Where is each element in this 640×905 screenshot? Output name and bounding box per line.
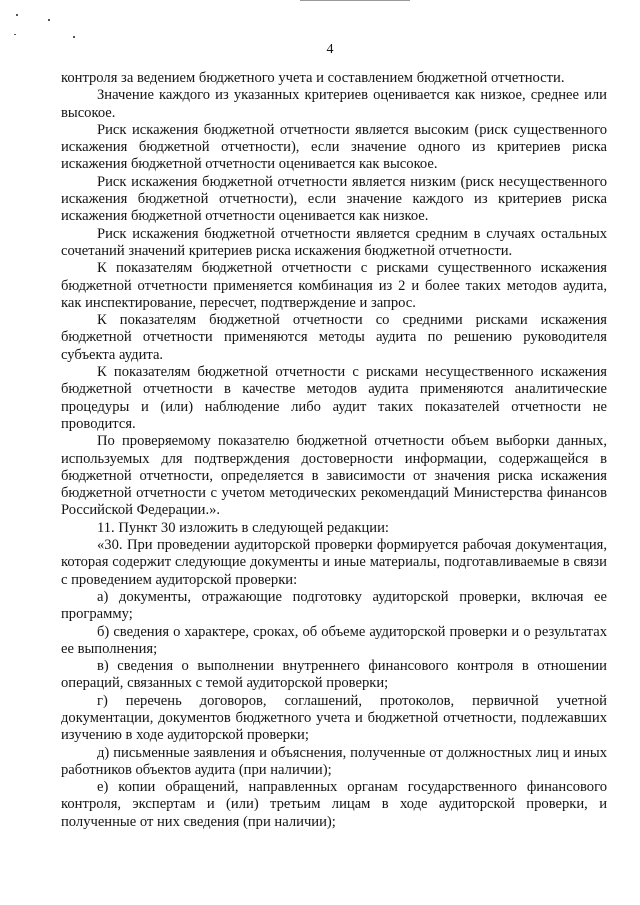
paragraph: К показателям бюджетной отчетности с рисками существенного искажения бюджетной отчетности применяется комбинация из 2 и более таких методов аудита, как инспектирование, пересчет, подтверждение и запрос. xyxy=(61,260,607,311)
paragraph: Значение каждого из указанных критериев оценивается как низкое, среднее или высокое. xyxy=(61,87,607,121)
scan-speck xyxy=(14,34,16,35)
list-item: е) копии обращений, направленных органам государственного финансового контроля, экспертам и (или) третьим лицам в ходе аудиторской проверки, и полученные от них сведения (при наличии); xyxy=(61,779,607,830)
list-item: г) перечень договоров, соглашений, протоколов, первичной учетной документации, документов бюджетного учета и бюджетной отчетности, подлежавших изучению в ходе аудиторской проверки; xyxy=(61,692,607,744)
document-body xyxy=(61,70,607,831)
scan-speck xyxy=(73,36,75,38)
paragraph: контроля за ведением бюджетного учета и составлением бюджетной отчетности. xyxy=(61,70,565,86)
paragraph: 11. Пункт 30 изложить в следующей редакции: xyxy=(97,519,389,536)
scan-edge-line xyxy=(300,0,410,1)
paragraph: К показателям бюджетной отчетности со средними рисками искажения бюджетной отчетности применяются методы аудита по решению руководителя субъекта аудита. xyxy=(61,312,607,363)
page-number: 4 xyxy=(326,42,334,57)
paragraph: Риск искажения бюджетной отчетности является низким (риск несущественного искажения бюджетной отчетности), если значение каждого из критериев риска искажения бюджетной отчетности оценивается как низкое. xyxy=(61,173,607,225)
paragraph: К показателям бюджетной отчетности с рисками несущественного искажения бюджетной отчетности в качестве методов аудита применяются аналитические процедуры и (или) наблюдение либо аудит таких показателей отчетности не проводится. xyxy=(61,364,607,432)
scan-speck xyxy=(16,14,18,16)
list-item: д) письменные заявления и объяснения, полученные от должностных лиц и иных работников объектов аудита (при наличии); xyxy=(61,744,607,778)
paragraph: Риск искажения бюджетной отчетности является средним в случаях остальных сочетаний значений критериев риска искажения бюджетной отчетности. xyxy=(61,225,607,259)
list-item: а) документы, отражающие подготовку аудиторской проверки, включая ее программу; xyxy=(61,588,607,623)
paragraph: Риск искажения бюджетной отчетности является высоким (риск существенного искажения бюджетной отчетности), если значение одного из критериев риска искажения бюджетной отчетности оценивается как высокое. xyxy=(61,121,607,173)
paragraph: По проверяемому показателю бюджетной отчетности объем выборки данных, используемых для подтверждения достоверности информации, содержащейся в бюджетной отчетности, определяется в зависимости от значения риска искажения бюджетной отчетности с учетом методических рекомендаций Министерства финансов Российской Федерации.». xyxy=(61,433,607,519)
list-item: в) сведения о выполнении внутреннего финансового контроля в отношении операций, связанных с темой аудиторской проверки; xyxy=(61,658,607,692)
scan-speck xyxy=(48,19,50,21)
list-item: б) сведения о характере, сроках, об объеме аудиторской проверки и о результатах ее выполнения; xyxy=(61,623,607,657)
paragraph: «30. При проведении аудиторской проверки формируется рабочая документация, которая содержит следующие документы и иные материалы, подготавливаемые в связи с проведением аудиторской проверки: xyxy=(61,537,607,588)
